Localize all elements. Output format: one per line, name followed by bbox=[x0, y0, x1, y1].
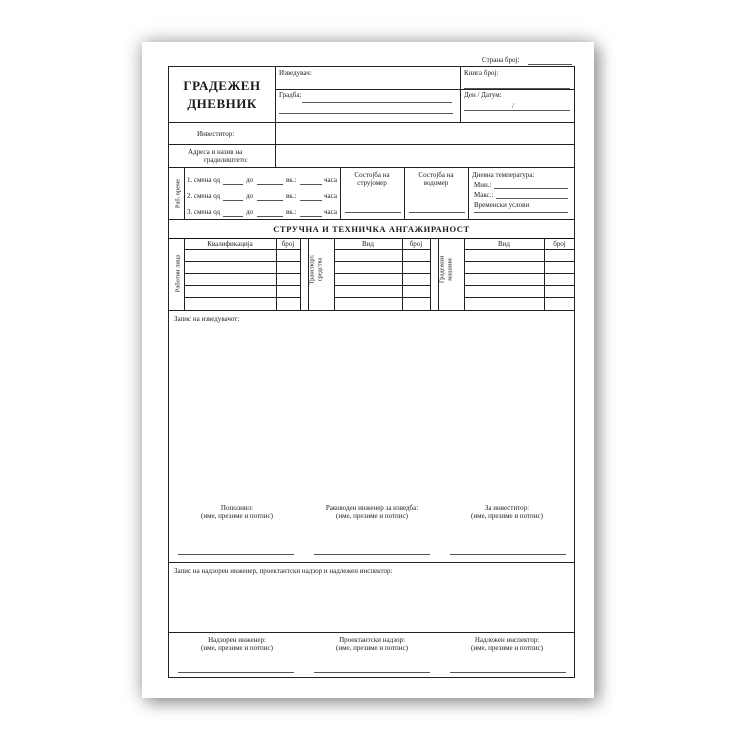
contractor-label: Изведувач: bbox=[279, 69, 312, 77]
water-meter-label-1: Состојба на bbox=[418, 171, 454, 179]
day-date-label: Ден / Датум: bbox=[464, 91, 502, 99]
transport-label-2: средства bbox=[316, 257, 324, 282]
investor-label: Инвеститор: bbox=[197, 130, 235, 138]
electric-meter-label-1: Состојба на bbox=[354, 171, 390, 179]
lead-engineer-sub: (име, презиме и потпис) bbox=[336, 512, 408, 520]
machines-label-2: машини bbox=[446, 258, 454, 281]
water-meter-label-2: водомер bbox=[423, 179, 449, 187]
book-number-label: Книга број: bbox=[464, 69, 499, 77]
temperature-min-label: Мин.: bbox=[474, 181, 492, 189]
for-investor-label: За инвеститор: bbox=[484, 504, 530, 512]
design-supervision-label: Проектантски надзор: bbox=[339, 636, 405, 644]
qualification-header: Квалификација bbox=[207, 240, 253, 248]
address-label-1: Адреса и назив на bbox=[188, 148, 243, 156]
title-line-1: ГРАДЕЖЕН bbox=[183, 78, 261, 93]
title-line-2: ДНЕВНИК bbox=[187, 96, 257, 111]
section-title: СТРУЧНА И ТЕХНИЧКА АНГАЖИРАНОСТ bbox=[273, 224, 470, 234]
lead-engineer-label: Раководен инженер за изведба: bbox=[325, 504, 419, 512]
filled-by-label: Пополнил: bbox=[220, 504, 254, 512]
building-label: Градба: bbox=[279, 91, 302, 99]
address-label-2: градилиштето: bbox=[204, 156, 248, 164]
daily-temperature-label: Дневна температура: bbox=[472, 171, 535, 179]
work-time-label: Раб. време bbox=[174, 178, 182, 209]
workers-count-header: број bbox=[281, 240, 295, 248]
inspector-label: Надлежен инспектор: bbox=[474, 636, 540, 644]
machines-type-header: Вид bbox=[498, 240, 510, 248]
electric-meter-label-2: струјомер bbox=[357, 179, 387, 187]
supervisor-engineer-label: Надзорен инженер: bbox=[208, 636, 266, 644]
design-supervision-sub: (име, презиме и потпис) bbox=[336, 644, 408, 652]
page-number-line bbox=[528, 64, 572, 65]
date-separator: / bbox=[512, 102, 514, 110]
transport-label-1: Транспорт. bbox=[308, 254, 316, 285]
for-investor-sub: (име, презиме и потпис) bbox=[471, 512, 543, 520]
workers-label: Работни лица bbox=[174, 254, 182, 293]
temperature-max-label: Макс.: bbox=[474, 191, 494, 199]
transport-type-header: Вид bbox=[362, 240, 374, 248]
inspector-sub: (име, презиме и потпис) bbox=[471, 644, 543, 652]
document-page: Страна број: ГРАДЕЖЕН ДНЕВНИК Изведувач: Книга број: Градба: Ден / Датум: / Инвеститор: Адреса и назив на градилиштето: Раб. време 1. смена од до вк.: часа 2. смена од до вк.: часа 3. смена од до вк.: часа Состојба на струјомер Состојба на водомер Дневна температура: Мин.: Макс.: Временски услови СТРУЧНА И ТЕХНИЧКА АНГАЖИРАНОСТ Работни лица Квалификација број Транспорт. средства Вид број Градежни машини Вид број Запис на изведувачот: Пополнил: (име, презиме и потпис) Раководен инженер за изведба: (име, презиме и потпис) За инвеститор: (име, презиме и потпис) Запис на надзорен инженер, проектантски надзор и надлежен инспектор: Надзорен инженер: (име, презиме и потпис) Проектантски надзор: (име, презиме и потпис) Надлежен инспектор: (име, презиме и потпис) bbox=[142, 42, 594, 698]
filled-by-sub: (име, презиме и потпис) bbox=[201, 512, 273, 520]
page-number-label: Страна број: bbox=[482, 56, 520, 64]
machines-count-header: број bbox=[553, 240, 566, 248]
machines-label-1: Градежни bbox=[438, 255, 446, 284]
supervisor-engineer-sub: (име, презиме и потпис) bbox=[201, 644, 273, 652]
supervisor-record-label: Запис на надзорен инженер, проектантски надзор и надлежен инспектор: bbox=[174, 567, 393, 575]
contractor-record-label: Запис на изведувачот: bbox=[174, 315, 240, 323]
weather-conditions-label: Временски услови bbox=[474, 201, 530, 209]
transport-count-header: број bbox=[409, 240, 423, 248]
